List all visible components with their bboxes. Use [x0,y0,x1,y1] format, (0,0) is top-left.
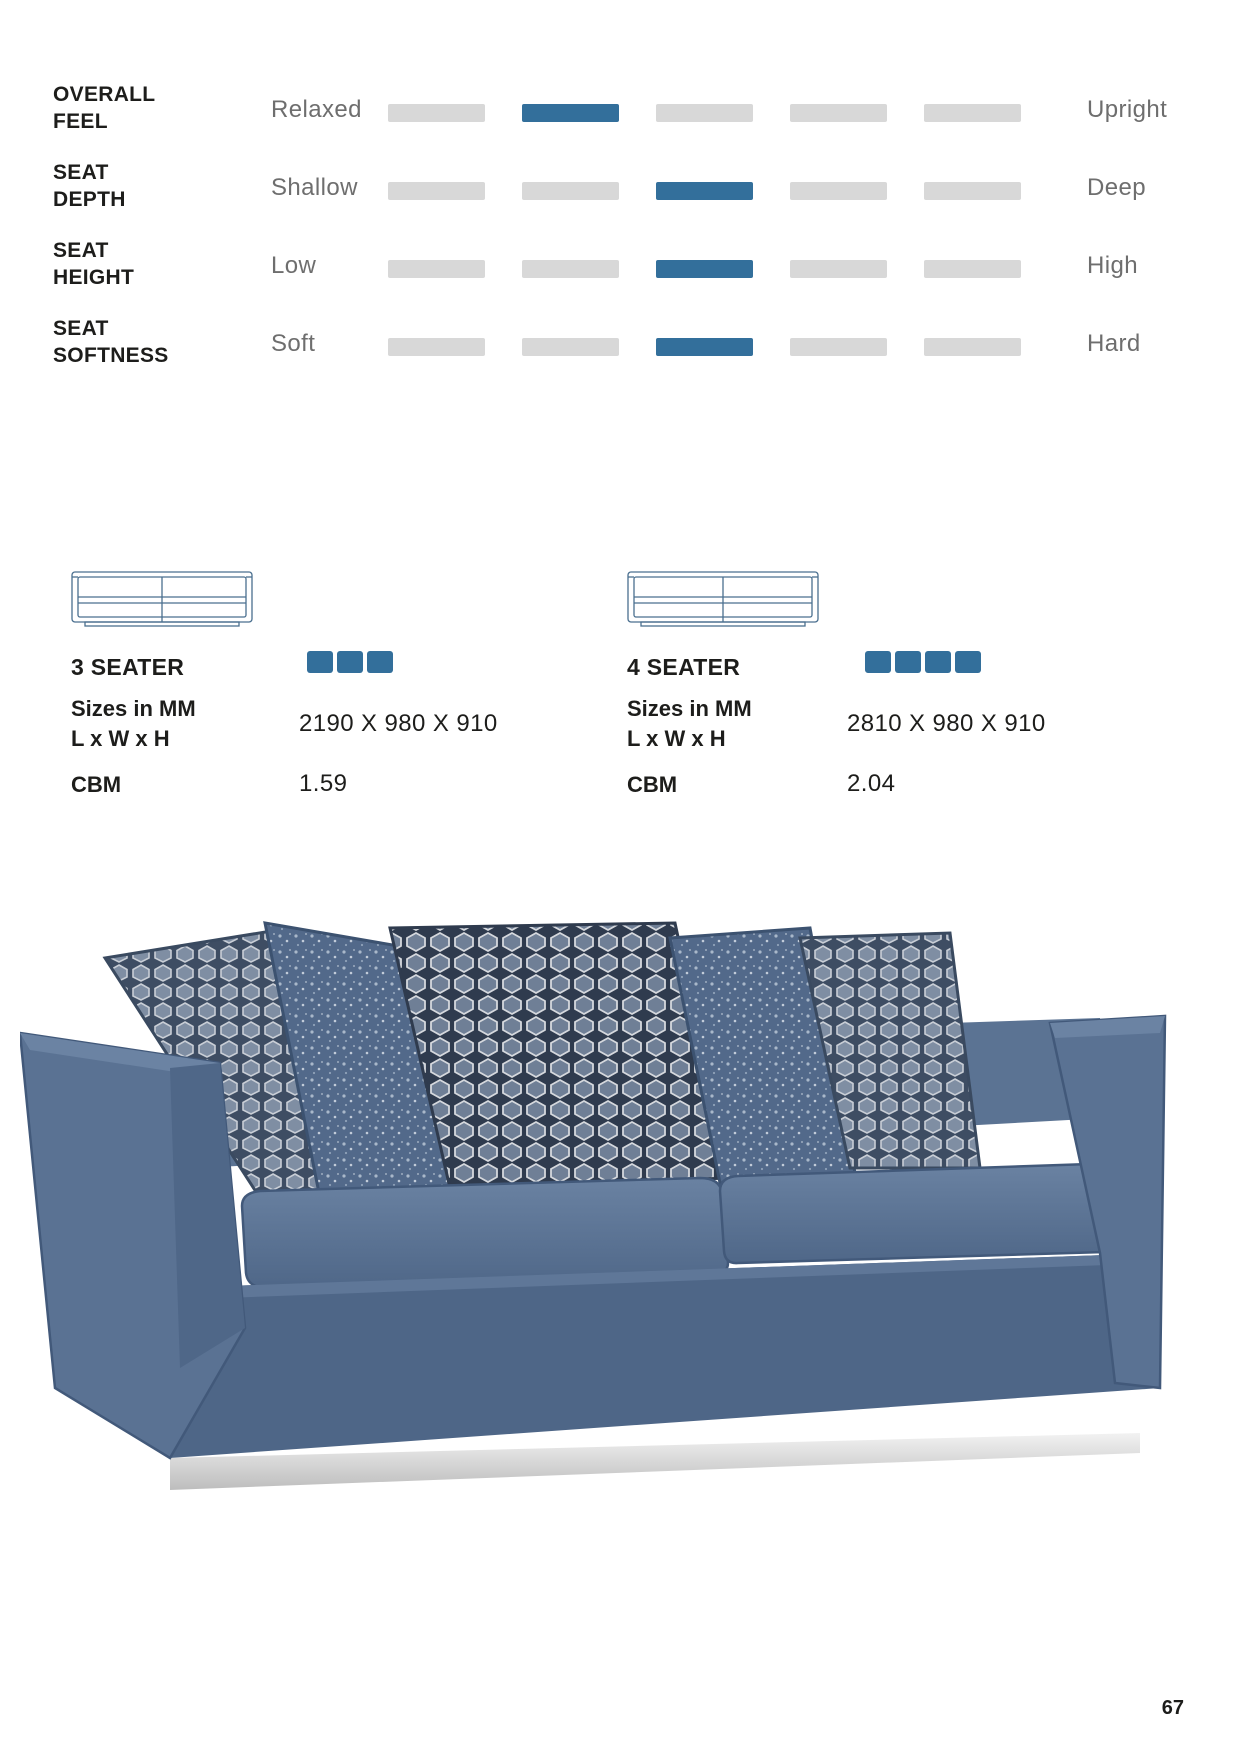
rating-segment [522,104,619,122]
rating-label: SEAT HEIGHT [53,239,135,289]
rating-seat-depth [0,159,1241,219]
rating-segment [790,260,887,278]
seat-count-indicator [865,651,981,673]
cbm-label: CBM [71,772,122,797]
rating-label: SEAT SOFTNESS [53,317,169,367]
sizes-value: 2810 X 980 X 910 [847,710,1046,737]
seat-block [307,651,333,673]
rating-segment [790,104,887,122]
rating-label: OVERALL FEEL [53,83,156,133]
seat-block [367,651,393,673]
rating-seat-softness [0,315,1241,375]
model-3-seater [69,570,629,830]
cbm-value: 1.59 [299,770,348,797]
model-name: 3 SEATER [71,654,185,680]
seat-cushion [720,1164,1118,1263]
rating-segment [656,260,753,278]
rating-segment [656,338,753,356]
rating-low-label: Relaxed [271,96,362,123]
rating-segment [924,338,1021,356]
rating-low-label: Shallow [271,174,358,201]
sizes-value: 2190 X 980 X 910 [299,710,498,737]
rating-label: SEAT DEPTH [53,161,126,211]
rating-segment [656,104,753,122]
seat-block [925,651,951,673]
rating-segment [388,104,485,122]
rating-low-label: Low [271,252,317,279]
seat-count-indicator [307,651,393,673]
rating-segment [522,338,619,356]
cbm-value: 2.04 [847,770,896,797]
seat-block [955,651,981,673]
rating-segment [388,182,485,200]
rating-high-label: Deep [1087,174,1146,201]
sizes-label: Sizes in MM L x W x H [71,696,196,751]
model-name: 4 SEATER [627,654,741,680]
seat-block [895,651,921,673]
rating-segment [924,182,1021,200]
rating-segment [790,182,887,200]
sofa-4-seater-icon [625,570,821,630]
sofa-3-seater-icon [69,570,255,630]
model-4-seater [625,570,1185,830]
rating-segment [522,260,619,278]
seat-block [337,651,363,673]
sofa-product-image [20,868,1220,1568]
rating-high-label: High [1087,252,1138,279]
rating-segment [924,260,1021,278]
rating-seat-height [0,237,1241,297]
rating-high-label: Upright [1087,96,1168,123]
rating-segment [388,260,485,278]
seat-block [865,651,891,673]
rating-segment [656,182,753,200]
rating-low-label: Soft [271,330,316,357]
rating-segment [522,182,619,200]
rating-segment [924,104,1021,122]
rating-segment [388,338,485,356]
rating-segment [790,338,887,356]
page-number: 67 [1161,1697,1184,1719]
rating-overall-feel [0,81,1241,141]
rating-high-label: Hard [1087,330,1141,357]
cbm-label: CBM [627,772,678,797]
sizes-label: Sizes in MM L x W x H [627,696,752,751]
